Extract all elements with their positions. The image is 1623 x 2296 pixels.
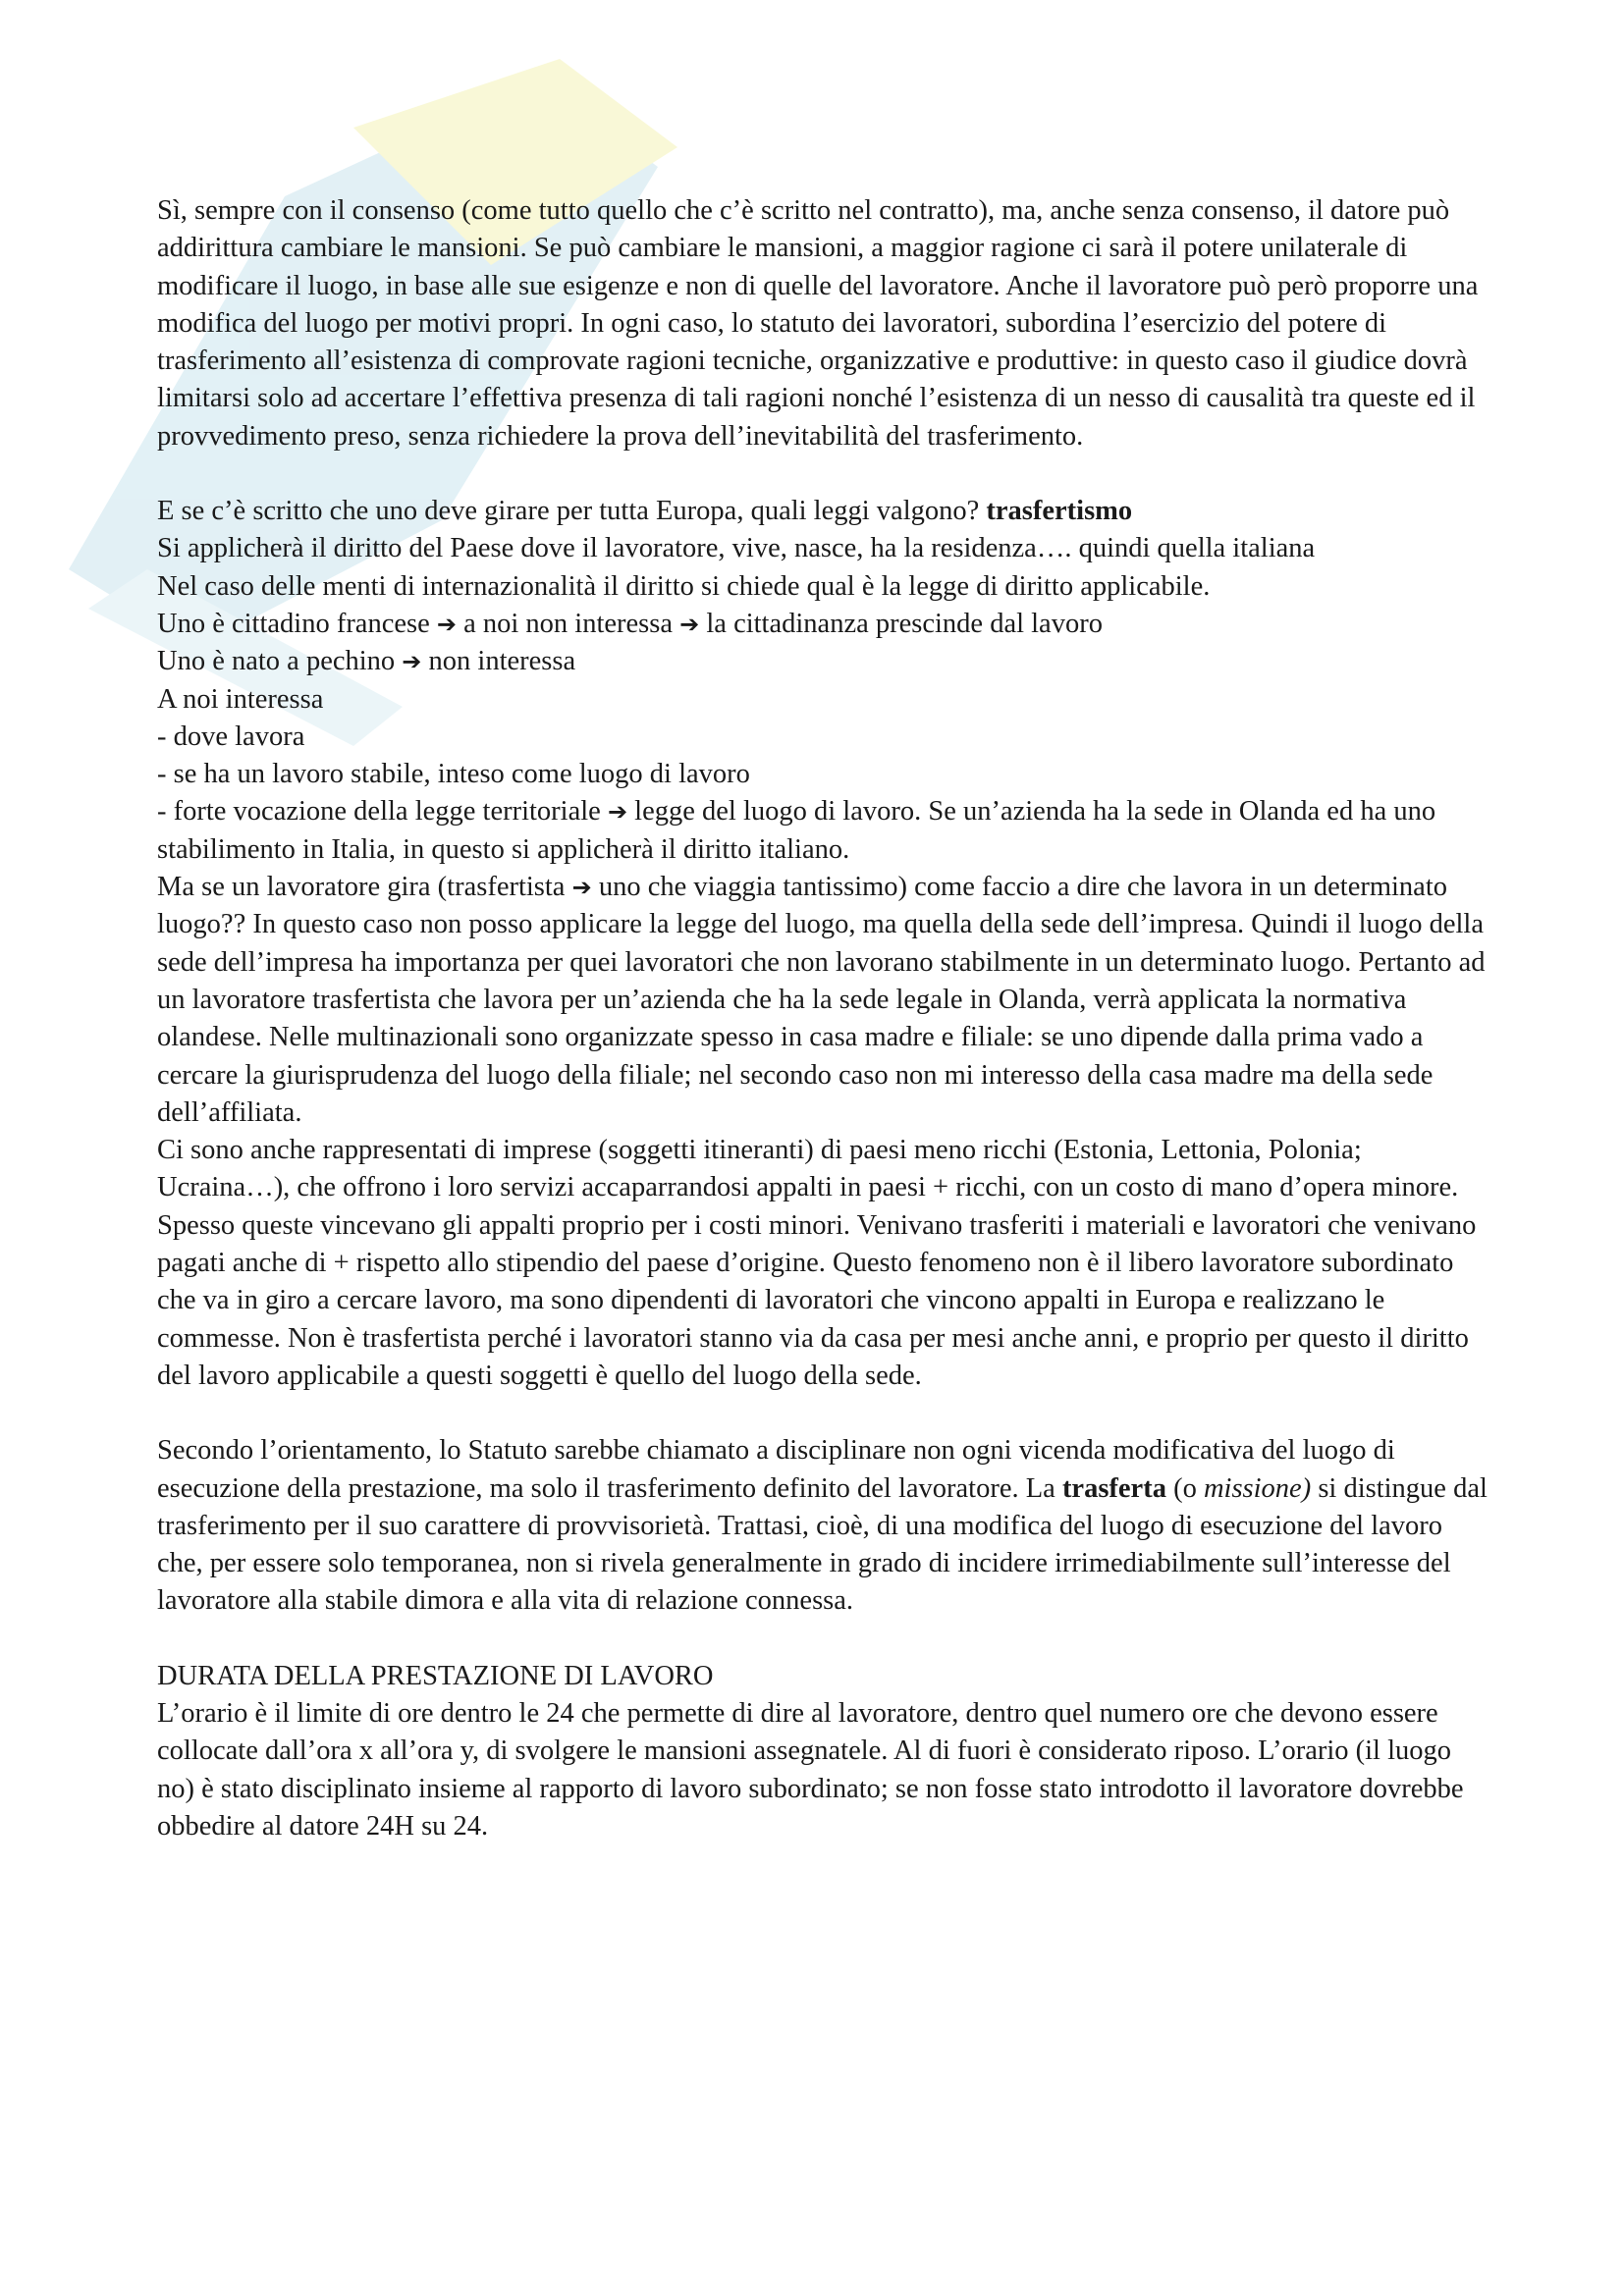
paragraph-question [157, 493, 1492, 530]
paragraph-gap [157, 1621, 1492, 1658]
forte-text-2: legge del luogo di lavoro. Se un’azienda ha la sede in Olanda ed ha uno stabilimento in Italia, in questo si applicherà il diritto italiano. [157, 796, 1436, 865]
pechino-text-2: non interessa [428, 646, 576, 677]
forte-text: - forte vocazione della legge territoriale [157, 796, 601, 828]
line-pechino [157, 643, 1492, 680]
arrow-icon: ➔ [571, 874, 592, 902]
pechino-text: Uno è nato a pechino [157, 646, 396, 677]
paragraph-consenso: Sì, sempre con il consenso (come tutto quello che c’è scritto nel contratto), ma, anche senza consenso, il datore può addirittura cambiare le mansioni. Se può cambiare le mansioni, a maggior ragione ci sarà il potere unilaterale di modificare il luogo, in base alle sue esigenze e non di quelle del lavoratore. Anche il lavoratore può però proporre una modifica del luogo per motivi propri. In ogni caso, lo statuto dei lavoratori, subordina l’esercizio del potere di trasferimento all’esistenza di comprovate ragioni tecniche, organizzative e produttive: in questo caso il giudice dovrà limitarsi solo ad accertare l’effettiva presenza di tali ragioni nonché l’esistenza di un nesso di causalità tra queste ed il provvedimento preso, senza richiedere la prova dell’inevitabilità del trasferimento. [157, 195, 1479, 452]
arrow-icon: ➔ [402, 648, 422, 676]
orientamento-text-2: (o [1165, 1472, 1204, 1504]
gira-text: Ma se un lavoratore gira (trasfertista [157, 872, 566, 903]
list-item-forte [157, 793, 1492, 869]
line-internazionalita: Nel caso delle menti di internazionalità il diritto si chiede qual è la legge di diritto applicabile. [157, 570, 1211, 602]
question-text: E se c’è scritto che uno deve girare per tutta Europa, quali leggi valgono? [157, 496, 980, 527]
paragraph-gap [157, 1395, 1492, 1432]
missione-keyword: missione) [1203, 1472, 1312, 1504]
paragraph-orario: L’orario è il limite di ore dentro le 24 che permette di dire al lavoratore, dentro quel numero ore che devono essere collocate dall’ora x all’ora y, di svolgere le mansioni assegnatele. Al di fuori è considerato riposo. L’orario (il luogo no) è stato disciplinato insieme al rapporto di lavoro subordinato; se non fosse stato introdotto il lavoratore dovrebbe obbedire al datore 24H su 24. [157, 1697, 1464, 1842]
paragraph-gap [157, 455, 1492, 493]
arrow-icon: ➔ [607, 798, 628, 827]
section-heading: DURATA DELLA PRESTAZIONE DI LAVORO [157, 1660, 714, 1691]
francese-text: Uno è cittadino francese [157, 608, 430, 639]
gira-text-2: uno che viaggia tantissimo) come faccio a dire che lavora in un determinato luogo?? In questo caso non posso applicare la legge del luogo, ma quella della sede dell’impresa. Quindi il luogo della sede dell’impresa ha importanza per quei lavoratori che non lavorano stabilmente in un determinato luogo. Pertanto ad un lavoratore trasfertista che lavora per un’azienda che ha la sede legale in Olanda, verrà applicata la normativa olandese. Nelle multinazionali sono organizzate spesso in casa madre e filiale: se uno dipende dalla prima vado a cercare la giurisprudenza del luogo della filiale; nel secondo caso non mi interesso della casa madre ma della sede dell’affiliata. [157, 872, 1486, 1128]
trasferta-keyword: trasferta [1061, 1472, 1166, 1504]
paragraph-orientamento [157, 1432, 1492, 1620]
paragraph-rappresentati: Ci sono anche rappresentati di imprese (soggetti itineranti) di paesi meno ricchi (Estonia, Lettonia, Polonia; Ucraina…), che offrono i loro servizi accaparrandosi appalti in paesi + ricchi, con un costo di mano d’opera minore. Spesso queste vincevano gli appalti proprio per i costi minori. Venivano trasferiti i materiali e lavoratori che venivano pagati anche di + rispetto allo stipendio del paese d’origine. Questo fenomeno non è il libero lavoratore subordinato che va in giro a cercare lavoro, ma sono dipendenti di lavoratori che vincono appalti in Europa e realizzano le commesse. Non è trasfertista perché i lavoratori stanno via da casa per mesi anche anni, e proprio per questo il diritto del lavoro applicabile a questi soggetti è quello del luogo della sede. [157, 1135, 1477, 1391]
orientamento-text: Secondo l’orientamento, lo Statuto sarebbe chiamato a disciplinare non ogni vicenda modificativa del luogo di esecuzione della prestazione, ma solo il trasferimento definito del lavoratore. La [157, 1435, 1395, 1504]
arrow-icon: ➔ [436, 610, 457, 638]
line-cittadino-francese [157, 606, 1492, 643]
orientamento-text-3: si distingue dal trasferimento per il suo carattere di provvisorietà. Trattasi, cioè, di una modifica del luogo di esecuzione del lavoro che, per essere solo temporanea, non si rivela generalmente in grado di incidere irrimediabilmente sull’interesse del lavoratore alla stabile dimora e alla vita di relazione connessa. [157, 1472, 1488, 1617]
question-keyword: trasfertismo [986, 496, 1133, 527]
list-item-dove: - dove lavora [157, 721, 305, 752]
list-item-stabile: - se ha un lavoro stabile, inteso come luogo di lavoro [157, 759, 750, 790]
francese-text-2: a noi non interessa [463, 608, 674, 639]
line-applica: Si applicherà il diritto del Paese dove il lavoratore, vive, nasce, ha la residenza…. quindi quella italiana [157, 533, 1316, 564]
document-page [157, 192, 1492, 1845]
arrow-icon: ➔ [679, 610, 700, 638]
francese-text-3: la cittadinanza prescinde dal lavoro [706, 608, 1103, 639]
line-interessa: A noi interessa [157, 683, 324, 715]
paragraph-trasfertista [157, 869, 1492, 1132]
